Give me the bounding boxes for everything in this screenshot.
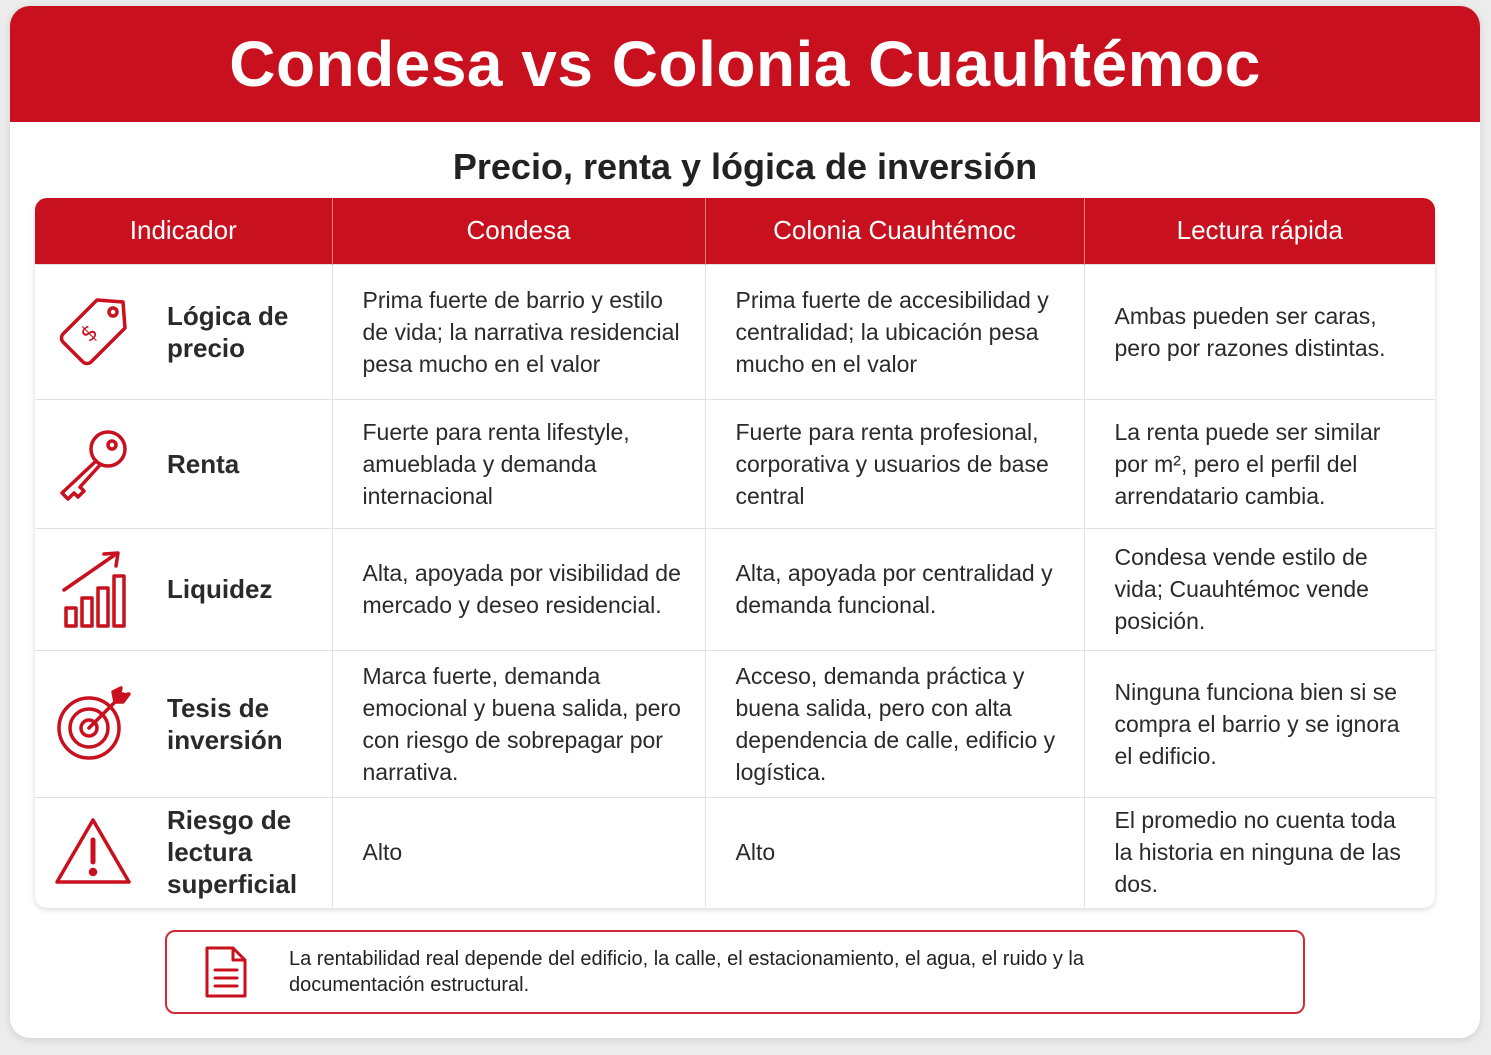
condesa-cell: Marca fuerte, demanda emocional y buena salida, pero con riesgo de sobrepagar por narrativa. <box>332 650 705 797</box>
indicator-label: Renta <box>167 448 240 479</box>
page-title: Condesa vs Colonia Cuauhtémoc <box>229 28 1261 100</box>
indicator-cell <box>35 650 332 797</box>
cuauhtemoc-cell: Fuerte para renta profesional, corporativa y usuarios de base central <box>705 399 1084 528</box>
cuauhtemoc-cell: Alta, apoyada por centralidad y demanda funcional. <box>705 528 1084 650</box>
header-indicador: Indicador <box>35 198 332 264</box>
header-lectura: Lectura rápida <box>1084 198 1435 264</box>
footnote-box <box>165 930 1305 1014</box>
lectura-cell: Ambas pueden ser caras, pero por razones distintas. <box>1084 264 1435 399</box>
table-row <box>35 650 1435 797</box>
price-tag-icon <box>53 292 133 372</box>
comparison-table <box>35 198 1435 908</box>
header-cuauhtemoc: Colonia Cuauhtémoc <box>705 198 1084 264</box>
indicator-label: Lógica de precio <box>167 300 289 363</box>
table-row <box>35 797 1435 907</box>
condesa-cell: Prima fuerte de barrio y estilo de vida; la narrativa residencial pesa mucho en el valor <box>332 264 705 399</box>
condesa-cell: Alto <box>332 797 705 907</box>
growth-chart-icon <box>53 549 133 629</box>
indicator-cell <box>35 264 332 399</box>
indicator-label: Tesis de inversión <box>167 692 283 755</box>
title-banner <box>10 6 1480 122</box>
condesa-cell: Fuerte para renta lifestyle, amueblada y demanda internacional <box>332 399 705 528</box>
table-header-row <box>35 198 1435 264</box>
svg-text:$: $ <box>75 319 104 347</box>
lectura-cell: Condesa vende estilo de vida; Cuauhtémoc vende posición. <box>1084 528 1435 650</box>
document-icon <box>201 942 251 1002</box>
indicator-label: Riesgo de lectura superficial <box>167 805 298 900</box>
indicator-cell <box>35 797 332 907</box>
condesa-cell: Alta, apoyada por visibilidad de mercado y deseo residencial. <box>332 528 705 650</box>
lectura-cell: La renta puede ser similar por m², pero el perfil del arrendatario cambia. <box>1084 399 1435 528</box>
warning-icon <box>53 812 133 892</box>
lectura-cell: Ninguna funciona bien si se compra el barrio y se ignora el edificio. <box>1084 650 1435 797</box>
table-row <box>35 264 1435 399</box>
cuauhtemoc-cell: Prima fuerte de accesibilidad y centralidad; la ubicación pesa mucho en el valor <box>705 264 1084 399</box>
page-subtitle: Precio, renta y lógica de inversión <box>452 146 1038 187</box>
footnote-text: La rentabilidad real depende del edificio, la calle, el estacionamiento, el agua, el ruido y la documentación estructural. <box>289 948 1084 996</box>
table-row <box>35 528 1435 650</box>
table-row <box>35 399 1435 528</box>
target-icon <box>53 684 133 764</box>
indicator-label: Liquidez <box>167 574 273 604</box>
lectura-cell: El promedio no cuenta toda la historia en ninguna de las dos. <box>1084 797 1435 907</box>
key-icon <box>53 424 133 504</box>
cuauhtemoc-cell: Acceso, demanda práctica y buena salida, pero con alta dependencia de calle, edificio y logística. <box>705 650 1084 797</box>
indicator-cell <box>35 528 332 650</box>
header-condesa: Condesa <box>332 198 705 264</box>
indicator-cell <box>35 399 332 528</box>
cuauhtemoc-cell: Alto <box>705 797 1084 907</box>
